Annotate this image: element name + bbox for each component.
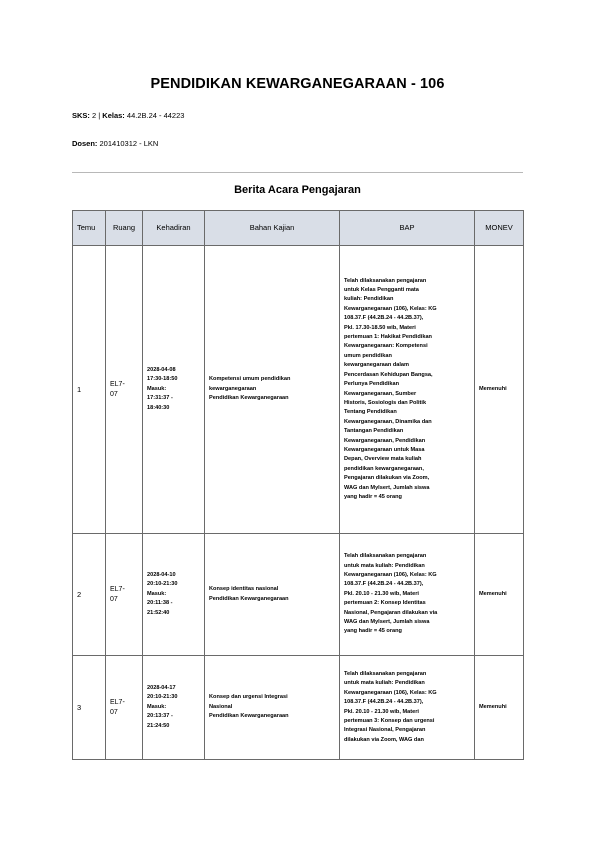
col-header-bahan-kajian: Bahan Kajian [205, 211, 340, 246]
divider [72, 172, 523, 173]
cell-bahan-kajian: Kompetensi umum pendidikan kewarganegaraan Pendidikan Kewarganegaraan [205, 246, 340, 534]
course-meta-dosen [72, 139, 158, 148]
col-header-kehadiran: Kehadiran [143, 211, 205, 246]
cell-kehadiran: 2028-04-17 20:10-21:30 Masuk: 20:13:37 - 21:24:50 [143, 656, 205, 760]
bap-table [72, 210, 524, 760]
kelas-label: Kelas: [102, 111, 125, 120]
sks-label: SKS: [72, 111, 90, 120]
course-meta-sks-kelas [72, 111, 184, 120]
cell-bahan-kajian: Konsep identitas nasional Pendidikan Kewarganegaraan [205, 534, 340, 656]
col-header-ruang: Ruang [106, 211, 143, 246]
cell-monev: Memenuhi [475, 246, 524, 534]
kelas-value: 44.2B.24 - 44223 [124, 111, 185, 120]
cell-monev: Memenuhi [475, 656, 524, 760]
table-row [73, 656, 524, 760]
page-title: PENDIDIKAN KEWARGANEGARAAN - 106 [150, 76, 445, 92]
cell-temu: 1 [73, 246, 106, 534]
table-header-row [73, 211, 524, 246]
cell-ruang: EL7- 07 [106, 534, 143, 656]
cell-temu: 2 [73, 534, 106, 656]
dosen-label: Dosen: [72, 139, 98, 148]
cell-kehadiran: 2028-04-10 20:10-21:30 Masuk: 20:11:38 - 21:52:40 [143, 534, 205, 656]
cell-bap: Telah dilaksanakan pengajaran untuk mata kuliah: Pendidikan Kewarganegaraan (106), Kelas: KG 108.37.F (44.2B.24 - 44.2B.37), Pkl. 20.10 - 21.30 wib, Materi pertemuan 2: Konsep Identitas Nasional, Pengajaran dilakukan via WAG dan Mylsert, Jumlah siswa yang hadir = 45 orang [340, 534, 475, 656]
sks-value: 2 | [89, 111, 103, 120]
cell-ruang: EL7- 07 [106, 246, 143, 534]
col-header-temu: Temu [73, 211, 106, 246]
col-header-bap: BAP [340, 211, 475, 246]
col-header-monev: MONEV [475, 211, 524, 246]
cell-bap: Telah dilaksanakan pengajaran untuk mata kuliah: Pendidikan Kewarganegaraan (106), Kelas: KG 108.37.F (44.2B.24 - 44.2B.37), Pkl. 20.10 - 21.30 wib, Materi pertemuan 3: Konsep dan urgensi Integrasi Nasional, Pengajaran dilakukan via Zoom, WAG dan [340, 656, 475, 760]
cell-kehadiran: 2028-04-08 17:30-18:50 Masuk: 17:31:37 - 18:40:30 [143, 246, 205, 534]
dosen-value: 201410312 - LKN [97, 139, 159, 148]
cell-ruang: EL7- 07 [106, 656, 143, 760]
cell-bahan-kajian: Konsep dan urgensi Integrasi Nasional Pendidikan Kewarganegaraan [205, 656, 340, 760]
table-row [73, 246, 524, 534]
section-title: Berita Acara Pengajaran [234, 184, 361, 196]
cell-bap: Telah dilaksanakan pengajaran untuk Kelas Pengganti mata kuliah: Pendidikan Kewarganegaraan (106), Kelas: KG 108.37.F (44.2B.24 - 44.2B.37), Pkl. 17.30-18.50 wib, Materi pertemuan 1: Hakikat Pendidikan Kewarganegaraan: Kompetensi umum pendidikan kewarganegaraan dalam Pencerdasan Kehidupan Bangsa, Perlunya Pendidikan Kewarganegaraan, Sumber Historis, Sosiologis dan Politik Tentang Pendidikan Kewarganegaraan, Dinamika dan Tantangan Pendidikan Kewarganegaraan, Pendidikan Kewarganegaraan untuk Masa Depan, Overview mata kuliah pendidikan kewarganegaraan, Pengajaran dilakukan via Zoom, WAG dan Mylsert, Jumlah siswa yang hadir = 45 orang [340, 246, 475, 534]
cell-temu: 3 [73, 656, 106, 760]
cell-monev: Memenuhi [475, 534, 524, 656]
table-row [73, 534, 524, 656]
